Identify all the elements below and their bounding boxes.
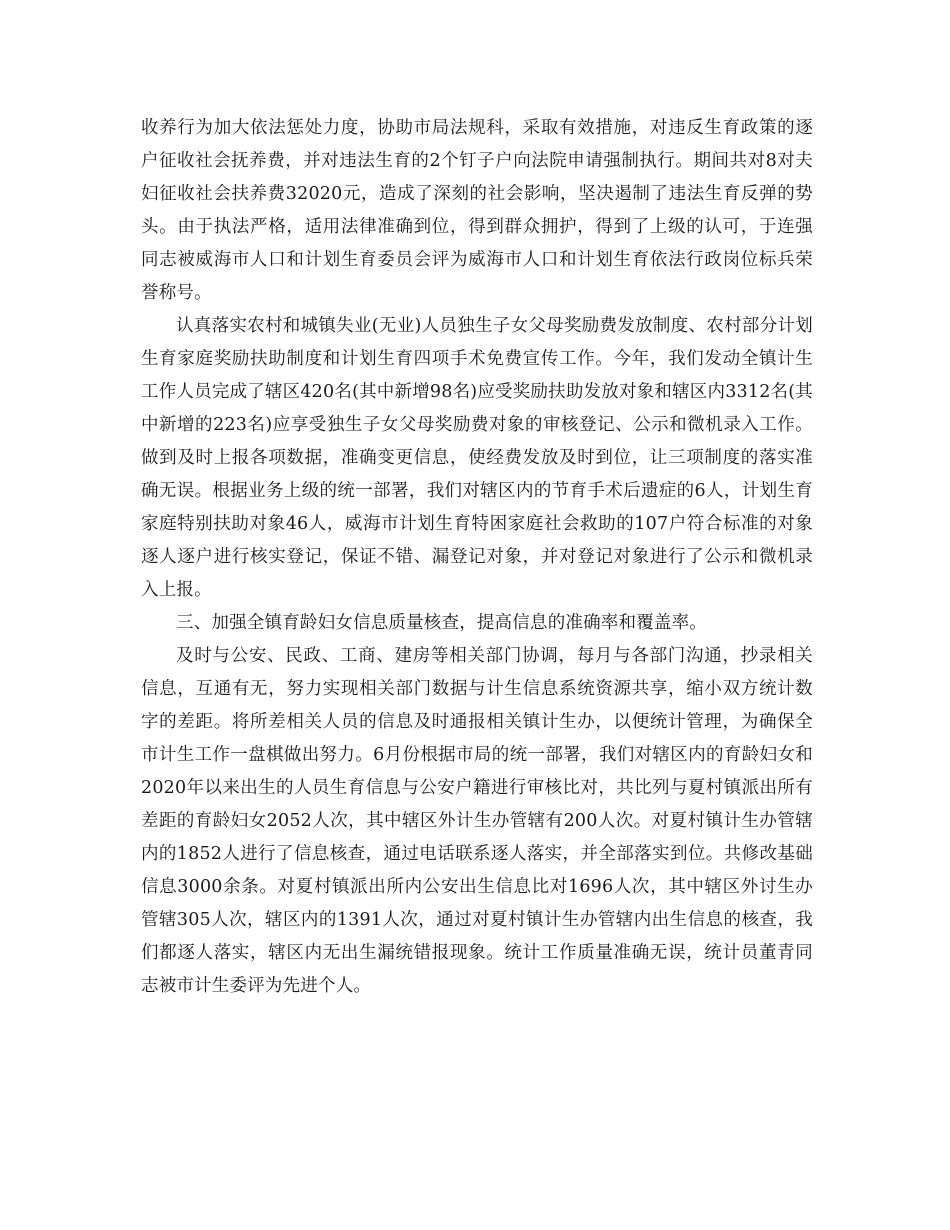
paragraph-reward-policy: 认真落实农村和城镇失业(无业)人员独生子女父母奖励费发放制度、农村部分计划生育家庭奖励扶助制度和计划生育四项手术免费宣传工作。今年，我们发动全镇计生工作人员完成了辖区420名(其中新增98名)应受奖励扶助发放对象和辖区内3312名(其中新增的223名)应享受独生子女父母奖励费对象的审核登记、公示和微机录入工作。做到及时上报各项数据，准确变更信息，使经费发放及时到位，让三项制度的落实准确无误。根据业务上级的统一部署，我们对辖区内的节育手术后遗症的6人，计划生育家庭特别扶助对象46人，威海市计划生育特困家庭社会救助的107户符合标准的对象逐人逐户进行核实登记，保证不错、漏登记对象，并对登记对象进行了公示和微机录入上报。 — [141, 316, 813, 600]
paragraph-continued: 收养行为加大依法惩处力度，协助市局法规科，采取有效措施，对违反生育政策的逐户征收社会抚养费，并对违法生育的2个钉子户向法院申请强制执行。期间共对8对夫妇征收社会扶养费32020元，造成了深刻的社会影响，坚决遏制了违法生育反弹的势头。由于执法严格，适用法律准确到位，得到群众拥护，得到了上级的认可，于连强同志被威海市人口和计划生育委员会评为威海市人口和计划生育依法行政岗位标兵荣誉称号。 — [141, 118, 813, 303]
document-body — [141, 112, 813, 1003]
paragraph-info-verification: 及时与公安、民政、工商、建房等相关部门协调，每月与各部门沟通，抄录相关信息，互通有无，努力实现相关部门数据与计生信息系统资源共享，缩小双方统计数字的差距。将所差相关人员的信息及时通报相关镇计生办，以便统计管理，为确保全市计生工作一盘棋做出努力。6月份根据市局的统一部署，我们对辖区内的育龄妇女和2020年以来出生的人员生育信息与公安户籍进行审核比对，共比列与夏村镇派出所有差距的育龄妇女2052人次，其中辖区外计生办管辖有200人次。对夏村镇计生办管辖内的1852人进行了信息核查，通过电话联系逐人落实，并全部落实到位。共修改基础信息3000余条。对夏村镇派出所内公安出生信息比对1696人次，其中辖区外讨生办管辖305人次，辖区内的1391人次，通过对夏村镇计生办管辖内出生信息的核查，我们都逐人落实，辖区内无出生漏统错报现象。统计工作质量准确无误，统计员董青同志被市计生委评为先进个人。 — [141, 646, 813, 996]
section-heading-info-quality: 三、加强全镇育龄妇女信息质量核查，提高信息的准确率和覆盖率。 — [176, 613, 707, 633]
